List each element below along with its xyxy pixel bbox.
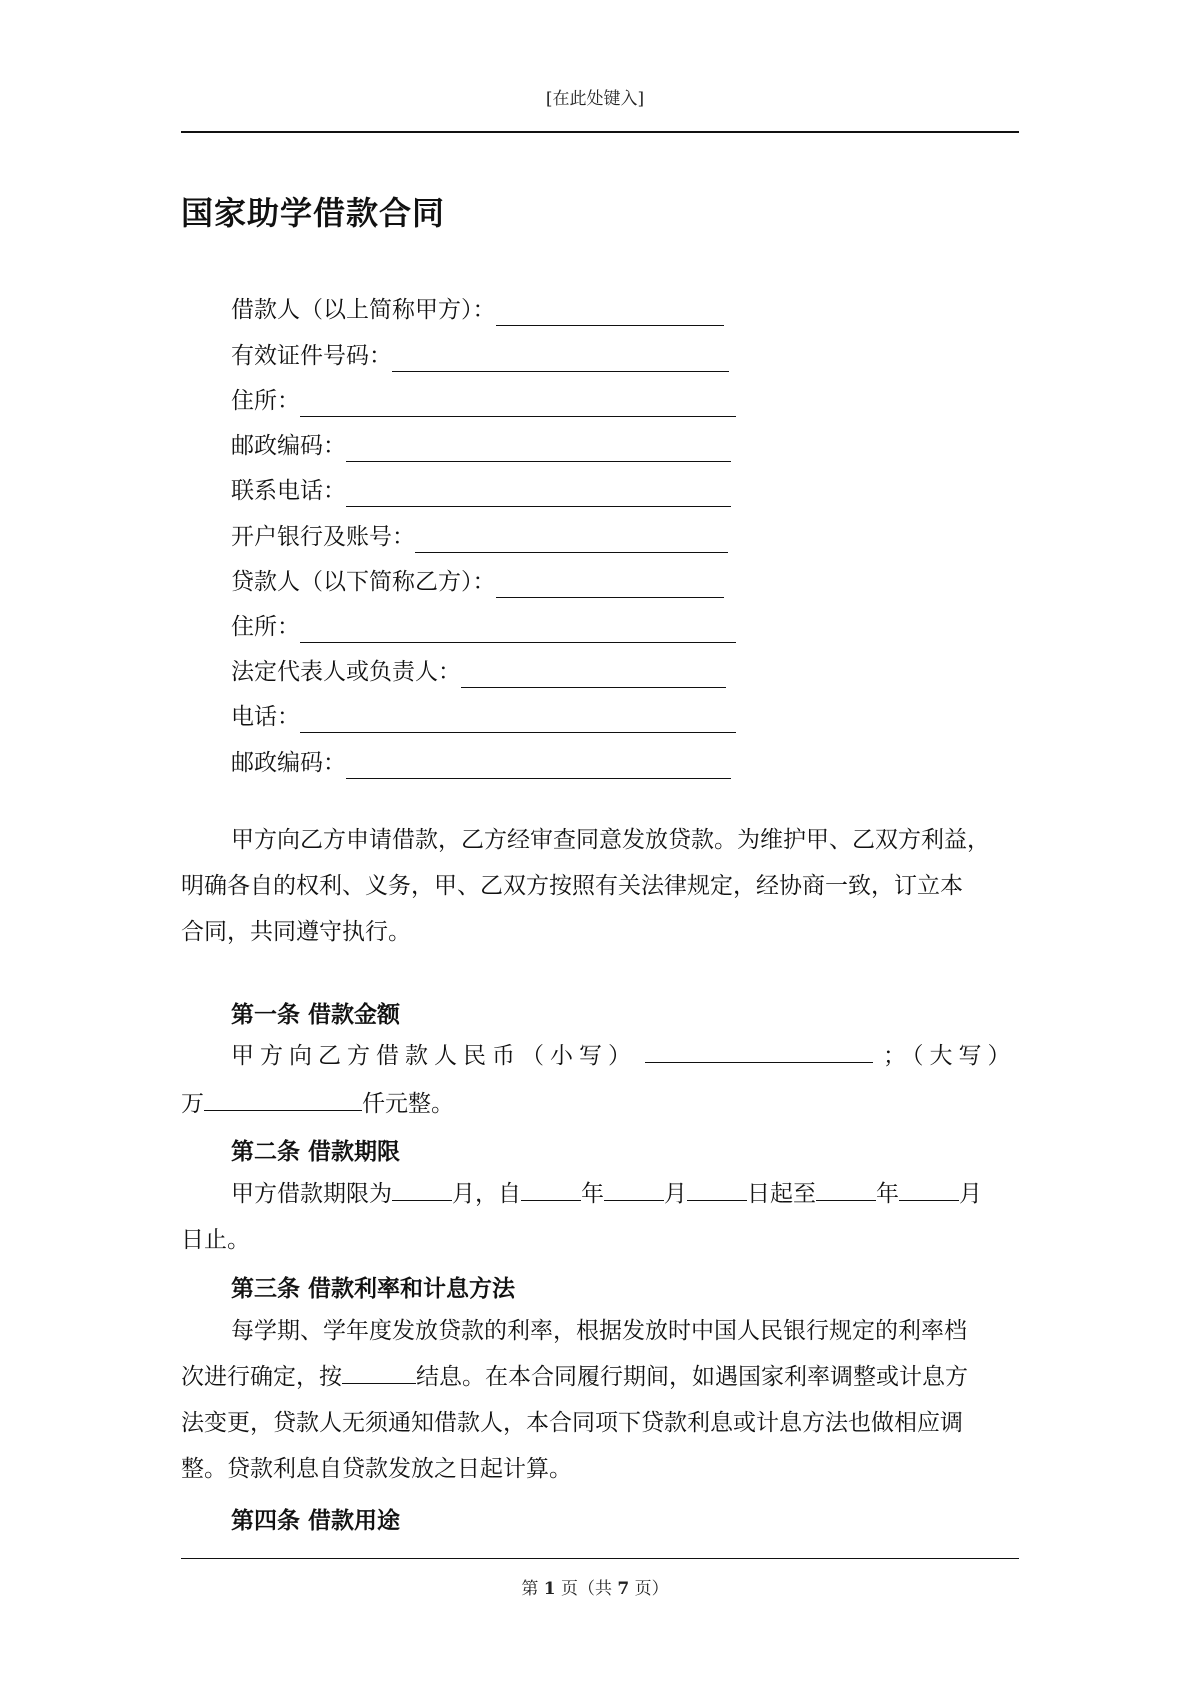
footer-text: 页（共 [561, 1579, 612, 1599]
intro-line-2: 明确各自的权利、义务，甲、乙双方按照有关法律规定，经协商一致，订立本 [181, 873, 963, 899]
article-1-line-1 [231, 1040, 1017, 1072]
text-segment: 年 [876, 1181, 899, 1207]
fill-blank [392, 347, 729, 372]
text-segment: ；（大写） [883, 1043, 1017, 1069]
field-label: 贷款人（以下简称乙方）： [231, 569, 496, 595]
field-label: 邮政编码： [231, 750, 346, 776]
field-lender [231, 566, 724, 598]
fill-blank [521, 1178, 581, 1201]
field-label: 有效证件号码： [231, 343, 392, 369]
intro-line-3: 合同，共同遵守执行。 [181, 919, 411, 945]
field-lender-phone [231, 701, 736, 733]
fill-blank [346, 754, 731, 779]
text-segment: 甲方向乙方借款人民币（小写） [231, 1043, 637, 1069]
field-address [231, 385, 736, 417]
field-bank-account [231, 521, 728, 553]
article-2-line-1 [231, 1178, 982, 1210]
field-label: 电话： [231, 704, 300, 730]
text-segment: 月 [664, 1181, 687, 1207]
text-segment: 次进行确定，按 [181, 1364, 342, 1390]
page-total: 7 [617, 1579, 630, 1599]
footer-divider [181, 1558, 1019, 1559]
document-title: 国家助学借款合同 [181, 194, 446, 232]
text-segment: 仟元整。 [362, 1091, 454, 1117]
fill-blank [496, 573, 724, 598]
field-borrower [231, 294, 724, 326]
fill-blank [604, 1178, 664, 1201]
field-legal-rep [231, 656, 726, 688]
article-3-line-1: 每学期、学年度发放贷款的利率，根据发放时中国人民银行规定的利率档 [231, 1318, 967, 1344]
field-id-number [231, 340, 729, 372]
intro-line-1: 甲方向乙方申请借款，乙方经审查同意发放贷款。为维护甲、乙双方利益， [231, 827, 990, 853]
fill-blank [687, 1178, 747, 1201]
article-3-heading: 第三条 借款利率和计息方法 [231, 1276, 516, 1302]
field-lender-postcode [231, 747, 731, 779]
field-label: 法定代表人或负责人： [231, 659, 461, 685]
footer-text: 第 [521, 1579, 539, 1599]
fill-blank [346, 482, 731, 507]
text-segment: 月，自 [452, 1181, 521, 1207]
fill-blank [300, 618, 736, 643]
fill-blank [392, 1178, 452, 1201]
page-header: [在此处键入] [545, 89, 645, 109]
text-segment: 年 [581, 1181, 604, 1207]
text-segment: 万 [181, 1091, 204, 1117]
field-lender-address [231, 611, 736, 643]
field-label: 开户银行及账号： [231, 524, 415, 550]
footer-text: 页） [634, 1579, 669, 1599]
fill-blank [300, 392, 736, 417]
text-segment: 结息。在本合同履行期间，如遇国家利率调整或计息方 [416, 1364, 968, 1390]
text-segment: 日起至 [747, 1181, 816, 1207]
article-4-heading: 第四条 借款用途 [231, 1508, 401, 1534]
fill-blank [415, 528, 728, 553]
field-label: 邮政编码： [231, 433, 346, 459]
article-3-line-2 [181, 1361, 968, 1393]
page-footer [0, 1574, 1190, 1599]
field-label: 借款人（以上简称甲方）： [231, 297, 496, 323]
field-label: 住所： [231, 614, 300, 640]
article-2-line-2: 日止。 [181, 1227, 250, 1253]
article-3-line-4: 整。贷款利息自贷款发放之日起计算。 [181, 1456, 572, 1482]
article-2-heading: 第二条 借款期限 [231, 1139, 401, 1165]
field-phone [231, 475, 731, 507]
fill-blank [816, 1178, 876, 1201]
fill-blank [461, 663, 726, 688]
fill-blank [645, 1040, 873, 1063]
article-3-line-3: 法变更，贷款人无须通知借款人，本合同项下贷款利息或计息方法也做相应调 [181, 1410, 963, 1436]
text-segment: 月 [959, 1181, 982, 1207]
header-divider [181, 131, 1019, 133]
text-segment: 甲方借款期限为 [231, 1181, 392, 1207]
fill-blank [346, 437, 731, 462]
fill-blank [342, 1361, 416, 1384]
article-1-line-2 [181, 1088, 454, 1120]
field-postcode [231, 430, 731, 462]
fill-blank [204, 1088, 362, 1111]
field-label: 联系电话： [231, 478, 346, 504]
fill-blank [899, 1178, 959, 1201]
article-1-heading: 第一条 借款金额 [231, 1002, 401, 1028]
fill-blank [300, 708, 736, 733]
fill-blank [496, 301, 724, 326]
field-label: 住所： [231, 388, 300, 414]
page-number: 1 [543, 1579, 556, 1599]
